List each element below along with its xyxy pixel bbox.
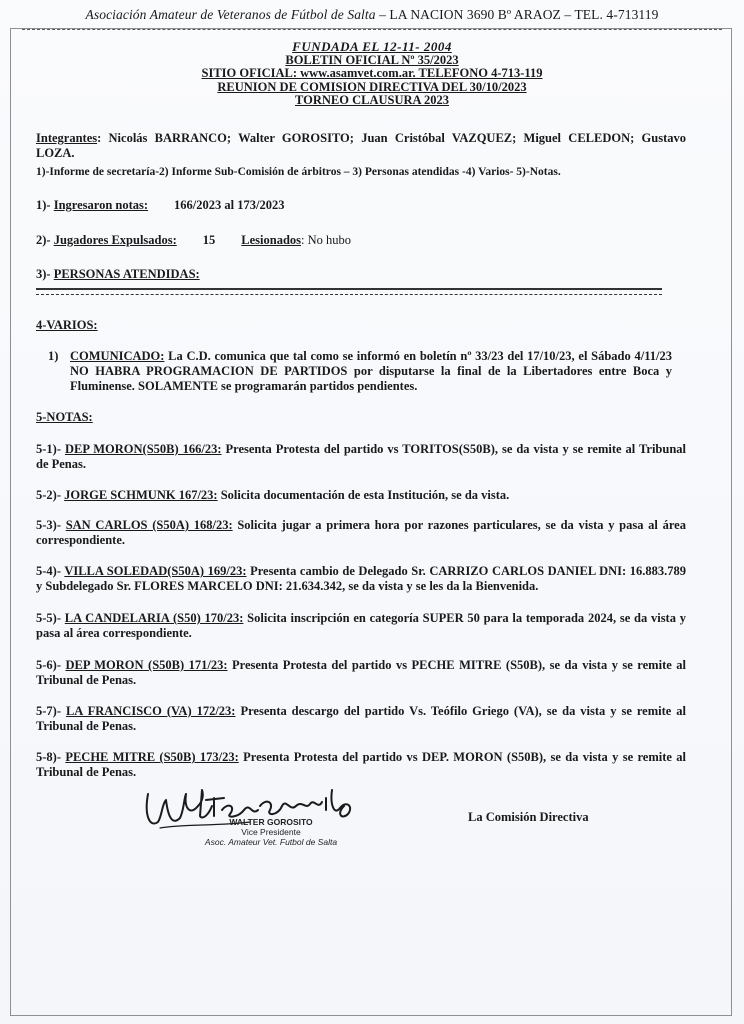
note-reference: SAN CARLOS (S50A) 168/23: [65,518,233,532]
announcement-label: COMUNICADO: [70,349,165,363]
founded-date: FUNDADA EL 12-11- 2004 [292,39,452,54]
members-label: Integrantes [36,131,98,145]
section-4-label: 4-VARIOS: [36,318,98,332]
note-item [36,611,686,641]
note-number: 5-7)- [36,704,66,718]
agenda-line: 1)-Informe de secretaría-2) Informe Sub-Comisión de árbitros – 3) Personas atendidas -4) Varios- 5)-Notas. [36,166,561,178]
note-text: Solicita jugar a primera hora por razones particulares, se da vista y pasa al área correspondiente. [36,518,686,547]
section-2-number: 2)- [36,233,54,247]
section-5-label: 5-NOTAS: [36,410,93,424]
note-reference: DEP MORON (S50B) 171/23: [65,658,228,672]
note-item [36,704,686,734]
letterhead [0,7,744,23]
note-item [36,658,686,688]
section-2-label: Jugadores Expulsados: [53,233,177,247]
section-1-label: Ingresaron notas: [53,198,149,212]
note-text: Presenta Protesta del partido vs TORITOS(S50B), se da vista y se remite al Tribunal de Penas. [36,442,686,471]
association-address: – LA NACION 3690 Bº ARAOZ – TEL. 4-713119 [375,7,659,22]
section-3-label: PERSONAS ATENDIDAS: [53,267,200,281]
note-number: 5-6)- [36,658,66,672]
section-2 [36,233,686,248]
note-number: 5-5)- [36,611,65,625]
bulletin-number: BOLETIN OFICIAL Nº 35/2023 [285,52,459,67]
note-number: 5-3)- [36,518,66,532]
section-divider [36,288,662,295]
association-name: Asociación Amateur de Veteranos de Fútbol de Salta [85,7,376,22]
note-text: Solicita inscripción en categoría SUPER 50 para la temporada 2024, se da vista y pasa al área correspondiente. [36,611,686,640]
note-text: Presenta cambio de Delegado Sr. CARRIZO CARLOS DANIEL DNI: 16.883.789 y Subdelegado Sr. FLORES MARCELO DNI: 21.634.342, se da vista y se les da la Bienvenida. [36,564,686,593]
note-text: Presenta Protesta del partido vs DEP. MORON (S50B), se da vista y se remite al Tribunal de Penas. [36,750,686,779]
note-number: 5-4)- [36,564,65,578]
note-item [36,564,686,594]
note-reference: VILLA SOLEDAD(S50A) 169/23: [64,564,247,578]
section-1-number: 1)- [36,198,54,212]
note-text: Presenta Protesta del partido vs PECHE MITRE (S50B), se da vista y se remite al Tribunal de Penas. [36,658,686,687]
signer-role: Vice Presidente [241,827,301,837]
note-number: 5-1)- [36,442,65,456]
note-text: Solicita documentación de esta Institución, se da vista. [217,488,510,502]
note-text: Presenta descargo del partido Vs. Teófilo Griego (VA), se da vista y se remite al Tribunal de Penas. [36,704,686,733]
note-reference: LA CANDELARIA (S50) 170/23: [64,611,244,625]
note-reference: LA FRANCISCO (VA) 172/23: [65,704,236,718]
meeting-title: REUNION DE COMISION DIRECTIVA DEL 30/10/2023 [217,79,527,94]
injured-value: : No hubo [301,233,352,247]
expelled-count: 15 [202,233,216,247]
note-reference: PECHE MITRE (S50B) 173/23: [65,750,239,764]
official-site: SITIO OFICIAL: www.asamvet.com.ar. TELEFONO 4-713-119 [201,66,543,80]
note-reference: DEP MORON(S50B) 166/23: [64,442,222,456]
announcement-number: 1) [48,349,59,363]
bulletin-header [0,40,744,108]
note-item [36,442,686,472]
section-1-value: 166/2023 al 173/2023 [174,198,285,212]
note-reference: JORGE SCHMUNK 167/23: [64,488,218,502]
section-3 [36,267,686,282]
signer-organization: Asoc. Amateur Vet. Futbol de Salta [204,837,338,847]
section-1 [36,198,686,213]
tournament-title: TORNEO CLAUSURA 2023 [295,93,449,107]
note-item [36,518,686,548]
signer-name: WALTER GOROSITO [229,817,313,827]
announcement-text: La C.D. comunica que tal como se informó en boletín nº 33/23 del 17/10/23, el Sábado 4/11/23 NO HABRA PROGRAMACION DE PARTIDOS por disputarse la final de la Libertadores entre Boca y Fluminense. SOLAMENTE se programarán partidos pendientes. [70,349,672,393]
section-3-number: 3)- [36,267,54,281]
closing-signature: La Comisión Directiva [468,810,589,824]
injured-label: Lesionados [241,233,302,247]
announcement-item [48,349,674,393]
members-list: : Nicolás BARRANCO; Walter GOROSITO; Juan Cristóbal VAZQUEZ; Miguel CELEDON; Gustavo LOZA. [36,131,686,160]
letterhead-divider [22,29,722,30]
signature-block [196,817,346,847]
note-number: 5-2)- [36,488,65,502]
note-number: 5-8)- [36,750,66,764]
members-paragraph [36,131,686,161]
note-item [36,488,686,503]
